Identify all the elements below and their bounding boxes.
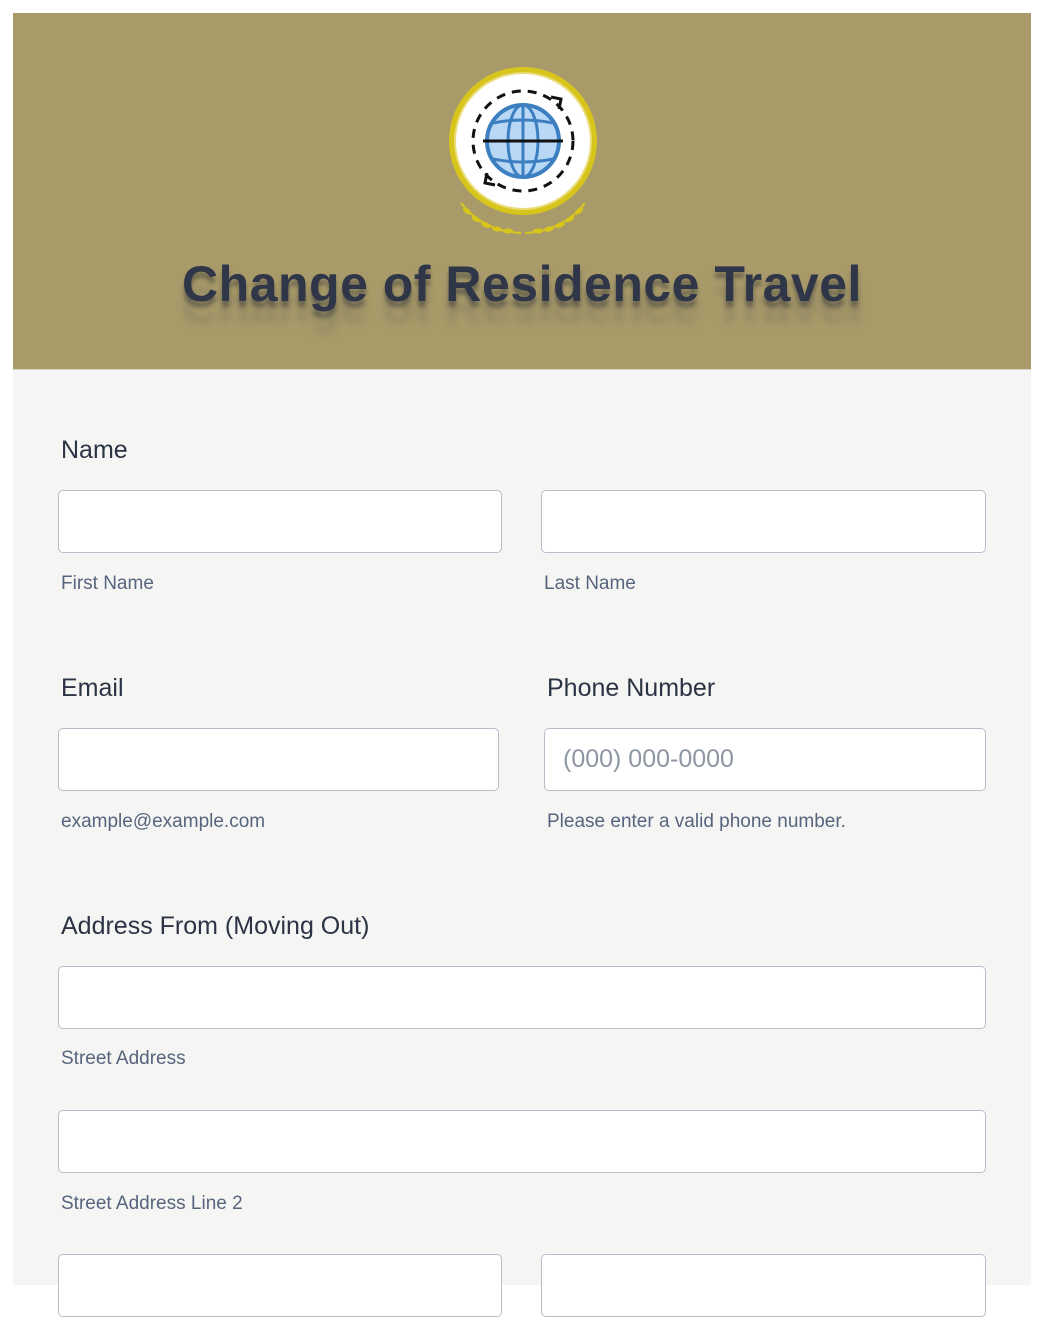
city-input[interactable] bbox=[58, 1254, 502, 1317]
form-header bbox=[13, 13, 1031, 370]
phone-label: Phone Number bbox=[547, 674, 716, 702]
email-input[interactable] bbox=[58, 728, 499, 791]
form-title-wrap bbox=[13, 255, 1031, 313]
globe-relocation-icon bbox=[443, 63, 603, 243]
phone-sublabel: Please enter a valid phone number. bbox=[547, 811, 846, 832]
name-label: Name bbox=[61, 436, 128, 464]
last-name-sublabel: Last Name bbox=[544, 573, 636, 594]
street-address-line2-input[interactable] bbox=[58, 1110, 986, 1173]
form-title: Change of Residence Travel bbox=[182, 256, 862, 312]
first-name-sublabel: First Name bbox=[61, 573, 154, 594]
first-name-input[interactable] bbox=[58, 490, 502, 553]
street-address-sublabel: Street Address bbox=[61, 1048, 186, 1069]
email-sublabel: example@example.com bbox=[61, 811, 266, 832]
state-input[interactable] bbox=[541, 1254, 986, 1317]
phone-input[interactable] bbox=[544, 728, 986, 791]
address-from-label: Address From (Moving Out) bbox=[61, 912, 370, 940]
email-label: Email bbox=[61, 674, 124, 702]
last-name-input[interactable] bbox=[541, 490, 986, 553]
form-card bbox=[13, 13, 1031, 1285]
street-address-input[interactable] bbox=[58, 966, 986, 1029]
street-address-line2-sublabel: Street Address Line 2 bbox=[61, 1193, 243, 1214]
